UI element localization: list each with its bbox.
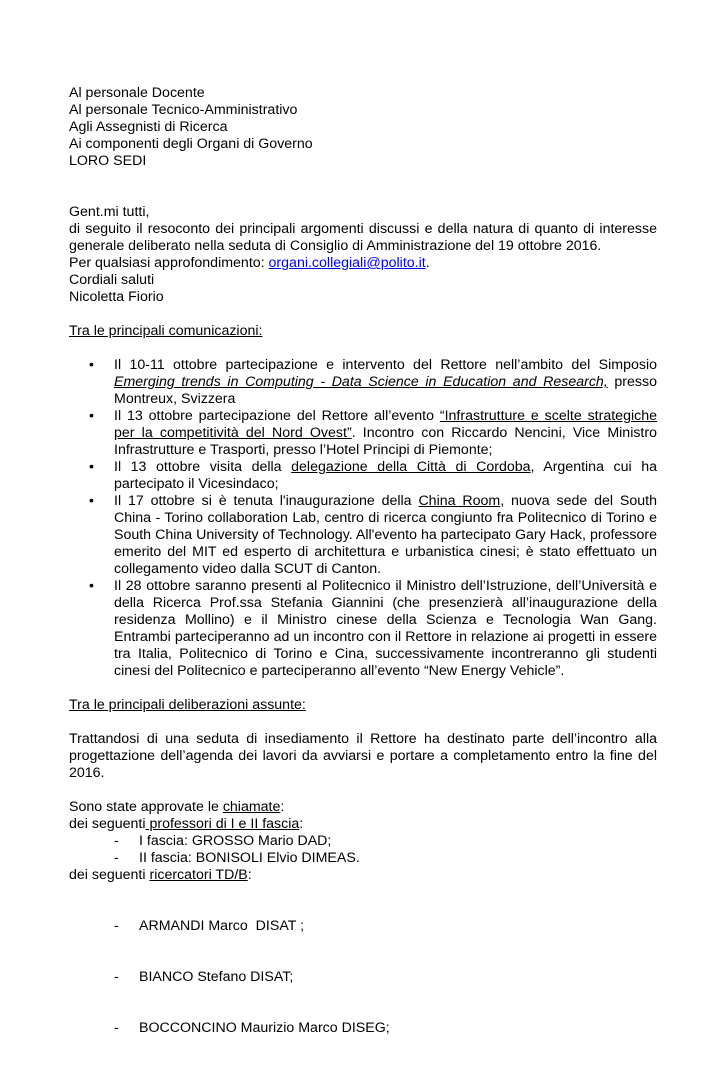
document-page [69, 85, 657, 1071]
contact-suffix: . [425, 255, 430, 271]
contact-prefix: Per qualsiasi approfondimento: [69, 255, 269, 271]
symposium-title: Emerging trends in Computing - Data Science in Education and Research, [114, 374, 608, 390]
recipient-line: Al personale Docente [69, 85, 205, 101]
approved-line: Sono state approvate le chiamate: [69, 799, 285, 815]
recipient-line: Agli Assegnisti di Ricerca [69, 119, 228, 135]
list-item: • Il 13 ottobre visita della delegazione della Città di Cordoba, Argentina cui ha partecipato il Vicesindaco; [69, 459, 657, 493]
list-item: - BIANCO Stefano DISAT; [69, 969, 657, 986]
communications-heading: Tra le principali comunicazioni: [69, 323, 263, 339]
professors-line: dei seguenti professori di I e II fascia: [69, 816, 304, 832]
closing: Cordiali saluti [69, 272, 155, 288]
china-room-link[interactable]: China Room [418, 493, 501, 509]
professors-list [69, 833, 657, 867]
letter-body [69, 204, 657, 306]
list-item: - II fascia: BONISOLI Elvio DIMEAS. [69, 850, 657, 867]
list-item: • Il 17 ottobre si è tenuta l'inaugurazione della China Room, nuova sede del South China - Torino collaboration Lab, centro di ricerca congiunto fra Politecnico di Torino e South China University of Technology. All'evento ha partecipato Gary Hack, professore emerito del MIT ed esperto di architettura e urbanistica cinesi; è stato effettuato un collegamento video dalla SCUT di Canton. [69, 493, 657, 578]
delegation-link[interactable]: delegazione della Città di Cordoba [291, 459, 531, 475]
researchers-line: dei seguenti ricercatori TD/B: [69, 867, 252, 883]
intro-paragraph: di seguito il resoconto dei principali argomenti discussi e della natura di quanto di interesse generale deliberato nella seduta di Consiglio di Amministrazione del 19 ottobre 2016. [69, 221, 657, 254]
recipients-block [69, 85, 657, 170]
contact-line [69, 255, 657, 272]
recipient-line: LORO SEDI [69, 153, 147, 169]
deliberations-heading: Tra le principali deliberazioni assunte: [69, 697, 306, 713]
list-item: - ARMANDI Marco DISAT ; [69, 918, 657, 935]
signature: Nicoletta Fiorio [69, 289, 164, 305]
greeting: Gent.mi tutti, [69, 204, 150, 220]
researchers-list [69, 884, 657, 1071]
recipient-line: Al personale Tecnico-Amministrativo [69, 102, 298, 118]
list-item: • Il 28 ottobre saranno presenti al Politecnico il Ministro dell’Istruzione, dell’Università e della Ricerca Prof.ssa Stefania Giannini (che presenzierà all’inaugurazione della residenza Mollino) e il Ministro cinese della Scienza e Tecnologia Wan Gang. Entrambi parteciperanno ad un incontro con il Rettore in relazione ai progetti in essere tra Italia, Politecnico di Torino e Cina, successivamente incontreranno gli studenti cinesi del Politecnico e parteciperanno all’evento “New Energy Vehicle”. [69, 578, 657, 680]
professors-link[interactable]: professori di I e II fascia [145, 816, 300, 832]
list-item: - BOCCONCINO Maurizio Marco DISEG; [69, 1020, 657, 1037]
researchers-link[interactable]: ricercatori TD/B [149, 867, 248, 883]
event-link[interactable]: “Infrastrutture e scelte strategiche per la competitività del Nord Ovest” [114, 408, 657, 441]
list-item: - I fascia: GROSSO Mario DAD; [69, 833, 657, 850]
contact-email-link[interactable]: organi.collegiali@polito.it [268, 255, 426, 271]
deliberations-paragraph: Trattandosi di una seduta di insediamento il Rettore ha destinato parte dell’incontro alla progettazione dell’agenda dei lavori da avviarsi e portare a completamento entro la fine del 2016. [69, 731, 657, 781]
chiamate-link[interactable]: chiamate [222, 799, 281, 815]
list-item: • Il 13 ottobre partecipazione del Rettore all’evento “Infrastrutture e scelte strategiche per la competitività del Nord Ovest”. Incontro con Riccardo Nencini, Vice Ministro Infrastrutture e Trasporti, presso l’Hotel Principi di Piemonte; [69, 408, 657, 459]
list-item: • Il 10-11 ottobre partecipazione e intervento del Rettore nell’ambito del Simposio Emerging trends in Computing - Data Science in Education and Research, presso Montreux, Svizzera [69, 357, 657, 408]
communications-list [69, 357, 657, 680]
recipient-line: Ai componenti degli Organi di Governo [69, 136, 313, 152]
